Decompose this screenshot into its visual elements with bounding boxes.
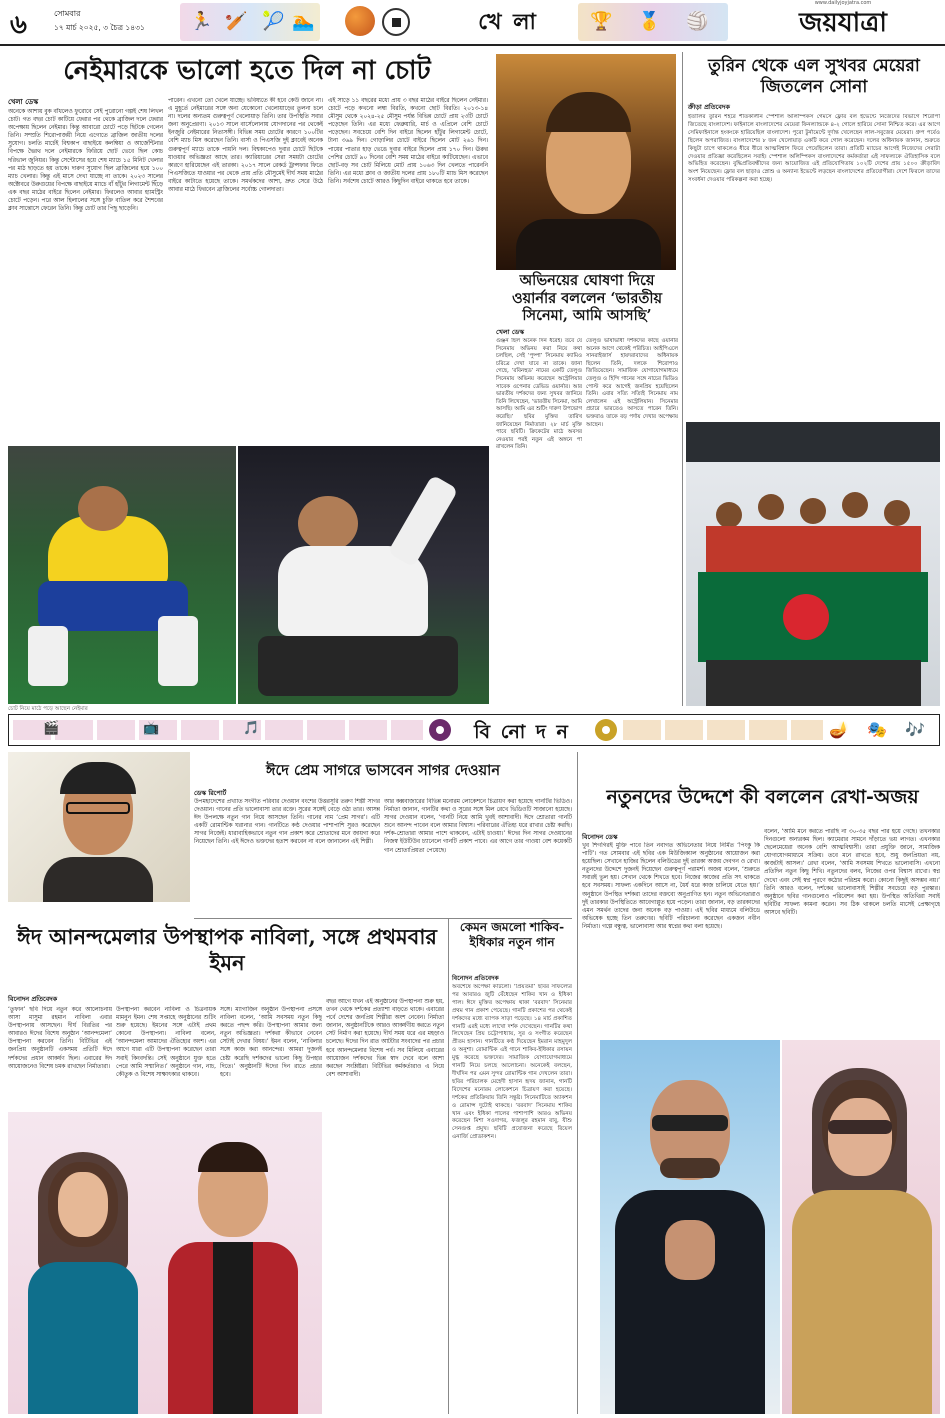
turin-byline: ক্রীড়া প্রতিবেদক [688, 103, 730, 111]
neymar-column-2: পারেন। এখনো তো খেলে যাচ্ছে। ভবিষ্যতে কী হবে কেউ জানে না। এ মুহূর্তে নেইমারের সঙ্গে অন্য যেকোনো খেলোয়াড়ের তুলনা চলে না। দলের অন্যতম গুরুত্বপূর্ণ খেলোয়াড় তিনি। তার উপস্থিতি সবার জন্য অনুপ্রেরণা। ২০১৩ সালে বার্সেলোনায় যোগদানের পর থেকেই ইনজুরি নেইমারের নিত্যসঙ্গী। বিভিন্ন সময় চোটের কারণে ১০০টির বেশি ম্যাচ মিস করেছেন তিনি। বার্সা ও পিএসজি দুই ক্লাবেই অনেক গুরুত্বপূর্ণ ম্যাচে তাকে পায়নি দল। বিশ্বকাপেও দুবার চোটে ছিটকে যাওয়ার অভিজ্ঞতা আছে তার। ক্যারিয়ারের সেরা সময়টা চোটের কারণে হারিয়েছেন এই তারকা। ২০১৭ সালে রেকর্ড ট্রান্সফার ফিতে পিএসজিতে যাওয়ার পর থেকে প্রায় প্রতি মৌসুমেই দীর্ঘ সময় মাঠের বাইরে কাটাতে হয়েছে তাকে। সমর্থকদের আশা, দ্রুত সেরে উঠে আবার মাঠে ফিরবেন ব্রাজিলের সর্বোচ্চ গোলদাতা। [168, 98, 323, 194]
sagar-column-2: আর কক্সবাজারের বিভিন্ন মনোরম লোকেশনে চিত্রায়ণ করা হয়েছে গানটির ভিডিও। নির্মাতা জানান, গানটির কথা ও সুরের সঙ্গে মিল রেখে ভিডিওটি সাজানো হয়েছে। সাগর দেওয়ান বলেন, ‘গানটি নিয়ে আমি খুবই আশাবাদী। ঈদে শ্রোতারা গানটি শুনে আনন্দ পাবেন বলে আমার বিশ্বাস। পরিবারের ঐতিহ্য ধরে রাখার চেষ্টা করছি। দর্শক-শ্রোতারা আমার পাশে থাকবেন, এটাই চাওয়া।’ ঈদের দিন সাগর দেওয়ানের নিজস্ব ইউটিউব চ্যানেলে গানটি প্রকাশ পাবে। এর আগে তার গাওয়া বেশ কয়েকটি গান শ্রোতাপ্রিয়তা পেয়েছে। [384, 799, 572, 854]
shakib-byline: বিনোদন প্রতিবেদক [452, 975, 499, 982]
basketball-icon [345, 6, 375, 36]
shakib-body: অবশেষে অপেক্ষা কাটলো। ‘প্রিয়তমা’ ছবির সাফল্যের পর আবারও জুটি বেঁধেছেন শাকিব খান ও ইধিকা পাল। ঈদে মুক্তির অপেক্ষায় থাকা ‘বরবাদ’ সিনেমার প্রথম গান প্রকাশ পেয়েছে। গানটি প্রকাশের পর থেকেই দর্শকদের মধ্যে ব্যাপক সাড়া পড়েছে। ১৪ মার্চ প্রকাশিত গানটি এরই মধ্যে লাখো দর্শক দেখেছেন। গানটির কথা লিখেছেন প্রিয় চট্টোপাধ্যায়, সুর ও সংগীত করেছেন প্রীতম হাসান। গানটিতে কণ্ঠ দিয়েছেন ইমরান মাহমুদুল ও অনুশা। রোমান্টিক এই গানে শাকিব-ইধিকার রসায়ন মুগ্ধ করেছে ভক্তদের। সামাজিক যোগাযোগমাধ্যমে গানটি নিয়ে চলছে আলোচনা। অনেকেই বলছেন, দীর্ঘদিন পর এমন সুন্দর রোমান্টিক গান দেখলেন তারা। ছবির পরিচালক মেহেদী হাসান হৃদয় জানান, গানটি বিদেশের মনোরম লোকেশনে চিত্রায়ণ করা হয়েছে। দর্শকের প্রতিক্রিয়ায় তিনি সন্তুষ্ট। সিনেমাটিতে অ্যাকশন ও রোমান্স দুটোই থাকছে। ‘বরবাদ’ সিনেমায় শাকিব খান এবং ইধিকা পালের পাশাপাশি আরও অভিনয় করেছেন মিশা সওদাগর, ফজলুর রহমান বাবু, যীশু সেনগুপ্ত প্রমুখ। ছবিটি প্রযোজনা করেছে রিয়েল এনার্জি প্রোডাকশন। [452, 984, 572, 1141]
theatre-masks-icon: 🎭 [867, 720, 887, 739]
binodon-label: বি নো দ ন [474, 721, 570, 743]
paper-logo [748, 2, 938, 42]
bangladesh-flag [698, 572, 928, 662]
turin-team-photo [686, 422, 940, 706]
rekha-column-1: খুব শিগগিরই মুক্তি পাবে তিন নবাগত অভিনেতার নিয়ে নির্মিত ‘পিংকু কি পাটি’। গত সোমবার এই ছবির এক মিউজিক্যাল অনুষ্ঠানের আয়োজন করা হয়েছিল। সেখানে হাজির ছিলেন বলিউডের দুই তারকা অজয় দেবগন ও রেখা। নতুনদের উদ্দেশে দুজনই দিয়েছেন গুরুত্বপূর্ণ পরামর্শ। অজয় বলেন, ‘শুরুতে সবারই ভুল হয়। সেখান থেকে শিখতে হবে। নিজের কাজের প্রতি সৎ থাকতে হবে সবসময়। সাফল্য একদিনে আসে না, ধৈর্য ধরে কাজ চালিয়ে যেতে হয়।’ অনুষ্ঠানে উপস্থিত দর্শকরা তাদের বক্তব্যে অনুপ্রাণিত হন। নতুন অভিনেতারাও দুই তারকার উপস্থিতিতে আবেগাপ্লুত হয়ে পড়েন। তারা জানান, বড় তারকাদের এমন সমর্থন তাদের জন্য অনেক বড় পাওয়া। এই ছবির মাধ্যমে বলিউডে অভিষেক হচ্ছে তিন তরুণের। ছবিটি পরিচালনা করেছেন একজন নবীন নির্মাতা। গল্পে বন্ধুত্ব, ভালোবাসা আর স্বপ্নের কথা বলা হয়েছে। [582, 843, 760, 930]
swim-icon: 🏊 [292, 11, 315, 32]
section-title: খে লা [478, 9, 538, 35]
ajay-photo [600, 1040, 780, 1414]
lower-left-divider [448, 918, 449, 1414]
neymar-column-1: অনেকে আশায় বুক বাঁধলেও ফুরোবে সেই পুরোনো গল্পই শেষ লিখল চোট। গত বছর চোট কাটিয়ে ফেরার পর থেকে ব্রাজিল দলে ফেরার অপেক্ষায় ছিলেন নেইমার। কিন্তু আবারো চোটে পড়ে ছিটকে গেলেন তিনি। সম্প্রতি শিরোপাজয়ী নিয়ে এগোতে ব্রাজিল জাতীয় দলের সুযোগ। চলতি মার্চেই বিশ্বকাপ বাছাইয়ে কলম্বিয়া ও আর্জেন্টিনার বিপক্ষে দ্বৈরথ দলে নেইমারকে ফিরিয়ে ছোট ভেবে ছিল কোচ দরিভাল জুনিয়র। কিন্তু সেন্টোসের হয়ে শেষ ম্যাচে ১৫ মিনিট খেলার পর মাঠ ছাড়তে হয় তাকে। দারুণ সুযোগ ছিল ব্রাজিলের হয়ে ১০০ ম্যাচ খেলার। কিন্তু এই মাসে দেখা যাচ্ছে না তাকে। ২০২৩ সালের অক্টোবরে উরুগুয়ের বিপক্ষে বাছাইয়ে ম্যাচে বাঁ হাঁটুর লিগামেন্ট ছিঁড়ে এক বছর মাঠের বাইরে ছিলেন নেইমার। ফিরলেও আবার হ্যামস্ট্রিং চোটে পড়েন। পরে আল হিলালের সঙ্গে চুক্তি বাতিল করে শৈশবের ক্লাব সান্তোসে ফেরেন তিনি। কিন্তু চোট তার পিছু ছাড়েনি। [8, 109, 163, 213]
trophy-icon: 🏆 [590, 11, 613, 32]
football-icon [382, 8, 410, 36]
warner-column-2: তেলুগু ভাষাভাষী দর্শকদের কাছে ওয়ার্নার অনেক আগে থেকেই পরিচিত। আইপিএলে সানরাইজার্স হায়দরাবাদের অধিনায়ক ছিলেন তিনি, দলকে শিরোপাও জিতিয়েছেন। সামাজিক যোগাযোগমাধ্যমে তেলুগু ও হিন্দি গানের সঙ্গে নাচের ভিডিও পোস্ট করে আগেই জনপ্রিয় হয়েছিলেন তিনি। এবার সত্যি সত্যিই সিনেমায় নাম লেখালেন এই অস্ট্রেলিয়ান। সিনেমার প্রচারে ভারতেও আসতে পারেন তিনি। ভক্তরাও তাকে বড় পর্দায় দেখার অপেক্ষায় আছেন। [586, 338, 678, 428]
music-icon: 🎶 [905, 720, 925, 739]
warner-byline: খেলা ডেস্ক [496, 328, 525, 336]
nabila-byline: বিনোদন প্রতিবেদক [8, 995, 58, 1003]
sagar-photo [8, 752, 190, 902]
sports-strip-right [578, 3, 728, 41]
turin-headline: তুরিন থেকে এল সুখবর মেয়েরা জিতলেন সোনা [708, 56, 920, 97]
neymar-photo-santos [238, 446, 489, 704]
masthead-date: ১৭ মার্চ ২০২৫, ৩ চৈত্র ১৪৩১ [54, 23, 145, 32]
cricket-icon: 🏏 [225, 11, 248, 32]
film-strip-right [623, 720, 823, 740]
binodon-banner [8, 714, 940, 746]
warner-column-1: গুঞ্জন ছিল অনেক দিন ধরেই। তবে যে সিনেমায় অভিনয় করা নিয়ে কথা চলছিল, সেই ‘পুষ্পা’ সিনেমায় ক্যামিও চরিত্রে দেখা যাবে না তাকে। জানা গেছে, ‘রবিনহুড’ নামের একটি তেলুগু সিনেমায় অভিনয় করেছেন অস্ট্রেলিয়ার সাবেক ওপেনার ডেভিড ওয়ার্নার। আর ভারতীয় দর্শকদের জন্য সুখবর জানিয়ে তিনি লিখেছেন, ‘ভারতীয় সিনেমা, আমি আসছি। আমি এর শুটিং দারুণ উপভোগ করেছি।’ ছবির মুক্তির তারিখ জানিয়েছেন নির্মাতারা। ২৮ মার্চ মুক্তি পাবে ছবিটি। ক্রিকেটের মাঠে অবসর নেওয়ার পরই নতুন এই অঙ্গনে পা রাখলেন তিনি। [496, 338, 582, 451]
nabila-headline: ঈদ আনন্দমেলার উপস্থাপক নাবিলা, সঙ্গে প্রথমবার ইমন [17, 924, 437, 975]
film-reel-icon [429, 719, 451, 741]
sports-icons-strip [180, 3, 320, 41]
sagar-headline: ঈদে প্রেম সাগরে ভাসবেন সাগর দেওয়ান [266, 762, 500, 779]
rekha-column-2: বলেন, ‘আমি মনে করতে পারছি না ৩০-৩৫ বছর পার হয়ে গেছে। তখনকার দিনগুলো অন্যরকম ছিল। ক্যামেরার সামনে দাঁড়াতে ভয় লাগত। এখনকার ছেলেমেয়েরা অনেক বেশি আত্মবিশ্বাসী। তারা প্রযুক্তি জানে, সামাজিক যোগাযোগমাধ্যমে সক্রিয়। তবে মনে রাখতে হবে, শুধু জনপ্রিয়তা নয়, কাজটাই আসল।’ রেখা বলেন, ‘আমি সবসময় শিখতে ভালোবাসি। এখনো প্রতিদিন নতুন কিছু শিখি। নতুনদের বলব, নিজের ওপর বিশ্বাস রাখো। স্বপ্ন দেখো এবং সেই স্বপ্ন পূরণে কঠোর পরিশ্রম করো। কোনো কিছুই অসম্ভব নয়।’ তিনি আরও বলেন, দর্শকের ভালোবাসাই শিল্পীর সবচেয়ে বড় পুরস্কার। অনুষ্ঠানে ছবির গানগুলোও পরিবেশন করা হয়। উপস্থিত অতিথিরা সবাই ছবিটির সাফল্য কামনা করেন। সব ঠিক থাকলে চলতি মাসেই প্রেক্ষাগৃহে আসবে ছবিটি। [764, 829, 940, 916]
nabila-column-3: সঙ্গে। ম্যাগাজিন অনুষ্ঠান উপস্থাপনা প্রসঙ্গে নাবিলা বলেন, ‘আমি সবসময় নতুন কিছু করতে পছন্দ করি। উপস্থাপনা আমার জন্য নতুন অভিজ্ঞতা। দর্শকরা কীভাবে নেবেন সেটাই দেখার বিষয়।’ ইমন বলেন, ‘নাবিলার সঙ্গে কাজ করা আনন্দের। আমরা দুজনই চেষ্টা করেছি দর্শকদের ভালো কিছু উপহার দিতে।’ অনুষ্ঠানটি ঈদের দিন রাতে প্রচার হবে। [220, 1007, 322, 1078]
shakib-headline: কেমন জমলো শাকিব-ইধিকার নতুন গান [459, 920, 565, 949]
turin-body: ইতালির তুরিন শহরে শীতকালীন স্পেশাল অলিম্পিকস গেমসে ফ্লোর বল ইভেন্টে নিজেদের বিভাগে শিরোপা জিতেছে বাংলাদেশ। ফাইনালে বাংলাদেশের মেয়েরা ফিনল্যান্ডকে ৪-২ গোলে হারিয়ে সোনা নিশ্চিত করে। এর আগে সেমিফাইনালে হংকংকে হারিয়েছিল বাংলাদেশ। পুরো টুর্নামেন্টে দুর্দান্ত খেলেছেন লাল-সবুজের মেয়েরা। গ্রুপ পর্বেও ছিলেন অপরাজিত। বাংলাদেশের ৮ জন খেলোয়াড় একটি করে গোল করেছেন। দলের অধিনায়ক জানান, শুরুতে কিছুটা চাপে থাকলেও ধীরে ধীরে আত্মবিশ্বাস ফিরে পেয়েছিলেন তারা। প্রতিটি ম্যাচের আগেই নিজেদের সেরাটা দেওয়ার প্রতিজ্ঞা করেছিলেন সবাই। স্পেশাল অলিম্পিকস বাংলাদেশের কর্মকর্তারা এই সাফল্যকে ঐতিহাসিক বলে অভিহিত করেছেন। বুদ্ধিপ্রতিবন্ধীদের জন্য আয়োজিত এই প্রতিযোগিতায় ১০২টি দেশের প্রায় ১৫০০ ক্রীড়াবিদ অংশ নিয়েছেন। ফ্লোর বল ছাড়াও স্নোশু ও অন্যান্য ইভেন্টে লড়ছেন বাংলাদেশের প্রতিযোগীরা। দেশে ফিরলে তাদের সংবর্ধনা দেওয়ার পরিকল্পনা করা হচ্ছে। [688, 114, 940, 184]
warner-headline: অভিনয়ের ঘোষণা দিয়ে ওয়ার্নার বললেন ‘ভারতীয় সিনেমা, আমি আসছি’ [511, 272, 663, 325]
tennis-icon: 🎾 [262, 11, 285, 32]
masthead-day: সোমবার [54, 9, 81, 18]
neymar-photo-brazil [8, 446, 236, 704]
nabila-emon-photo [8, 1112, 322, 1414]
film-strip-left: 🎬 📺 🎵 [13, 720, 423, 740]
neymar-caption: চোট নিয়ে মাঠে পড়ে আছেন নেইমার [8, 706, 88, 712]
nabila-column-4: বছর আগে যখন এই অনুষ্ঠানের উপস্থাপনা শুরু হয়, তখন থেকে দর্শকের প্রত্যাশা বাড়তে থাকে। এবারের পর্বে দেশের জনপ্রিয় শিল্পীরা অংশ নেবেন। নির্মাতা জানান, অনুষ্ঠানটিকে আরও আকর্ষণীয় করতে নতুন সেট নির্মাণ করা হয়েছে। দীর্ঘ সময় ধরে এর মহড়াও চলেছে। ঈদের দিন রাত আটটার সংবাদের পর প্রচার হবে আনন্দমেলার বিশেষ পর্ব। সব মিলিয়ে এবারের আয়োজন দর্শকদের ভিন্ন স্বাদ দেবে বলে আশা করছেন সংশ্লিষ্টরা। বিটিভির কর্মকর্তারাও এ নিয়ে বেশ আশাবাদী। [326, 999, 444, 1078]
nabila-column-1: ‘তুফান’ ছবি দিয়ে নতুন করে আলোচনায় আসা মাসুমা রহমান নাবিলা এবার উপস্থাপনায় আসছেন। দীর্ঘ বিরতির পর আবারও ঈদের বিশেষ অনুষ্ঠান ‘আনন্দমেলা’ উপস্থাপনা করবেন তিনি। বিটিভির এই জনপ্রিয় অনুষ্ঠানটি একসময় প্রতিটি ঈদে দর্শকদের প্রধান আকর্ষণ ছিল। এবারের ঈদ আয়োজনেও বিশেষ চমক রাখছেন নির্মাতারা। [8, 1007, 112, 1070]
column-divider [682, 52, 683, 706]
neymar-headline: নেইমারকে ভালো হতে দিল না চোট [63, 56, 431, 86]
sagar-divider [194, 918, 572, 919]
camera-reel-icon [595, 719, 617, 741]
right-block-divider [577, 752, 578, 1414]
masthead [0, 0, 945, 44]
volleyball-icon: 🏐 [686, 11, 709, 32]
medal-icon: 🥇 [638, 11, 661, 32]
page-number: ৬ [10, 10, 27, 40]
runner-icon: 🏃 [190, 11, 213, 32]
nabila-column-2: উপস্থাপনা করবেন নাবিলা ও চিত্রনায়ক মামনুন ইমন। শেষ সপ্তাহে অনুষ্ঠানের শুটিং শুরু হয়েছে। ইমনের সঙ্গে এটাই প্রথম কোনো উপস্থাপনা। নাবিলা বলেন, ‘আনন্দমেলা আমাদের ঐতিহ্যের অংশ। এর আগে যারা এটি উপস্থাপনা করেছেন তারা সবাই কিংবদন্তি। সেই অনুষ্ঠানে যুক্ত হতে পেরে আমি সম্মানিত।’ অনুষ্ঠানে গান, নাচ, কৌতুক ও বিশেষ সাক্ষাৎকার থাকবে। [116, 1007, 216, 1078]
lamp-icon: 🪔 [829, 720, 849, 739]
masthead-rule [0, 44, 945, 46]
rekha-photo [782, 1040, 940, 1414]
sagar-byline: ডেস্ক রিপোর্ট [194, 789, 227, 797]
rekha-byline: বিনোদন ডেস্ক [582, 833, 618, 841]
neymar-byline: খেলা ডেস্ক [8, 98, 39, 106]
warner-photo [496, 54, 676, 270]
paper-name: জয়যাত্রা [799, 8, 887, 38]
sagar-column-1: উপমহাদেশের প্রখ্যাত সংগীত পরিবার দেওয়ান বংশের উত্তরসূরি তরুণ শিল্পী সাগর দেওয়ান। গানের প্রতি ভালোবাসা তার রক্তে। সুরের সঙ্গেই বেড়ে ওঠা তার। আসন্ন ঈদ উপলক্ষে নতুন গান নিয়ে আসছেন তিনি। গানের নাম ‘প্রেম সাগর’। এটি একটি রোমান্টিক ঘরানার গান। গানটিতে কণ্ঠ দেওয়ার পাশাপাশি সুরও করেছেন সাগর নিজেই। ধারাবাহিকভাবে নতুন গান প্রকাশ করে শ্রোতাদের মনে জায়গা করে নিয়েছেন তিনি। এই ঈদেও ভক্তদের হতাশ করবেন না বলে জানালেন এই শিল্পী। [194, 799, 380, 846]
paper-url: www.dailyjoyjatra.com [814, 0, 872, 6]
rekha-headline: নতুনদের উদ্দেশে কী বললেন রেখা-অজয় [606, 786, 919, 808]
neymar-column-3: এই সাড়ে ১১ বছরের মধ্যে প্রায় ৩ বছর মাঠের বাইরে ছিলেন নেইমার। চোটে পড়ে কখনো লম্বা বিরতি, কখনো ছোট বিরতি। ২০১৩-১৪ মৌসুম থেকে ২০২৪-২৫ মৌসুম পর্যন্ত বিভিন্ন চোটে প্রায় ২৩টি চোটে পড়েছেন তিনি। এর মধ্যে ফেব্রুয়ারি, মার্চ ও এপ্রিলে বেশি চোটে পড়েছেন। সবচেয়ে বেশি দিন বাইরে ছিলেন হাঁটুর লিগামেন্ট চোটে, টানা ৩৬৯ দিন। গোড়ালির চোটে বাইরে ছিলেন মোট ২৬১ দিন। পায়ের পাতার হাড় ভেঙে দুবার বাইরে ছিলেন প্রায় ১৭০ দিন। ঊরুর পেশির চোটে ৯০ দিনের বেশি সময় মাঠের বাইরে কাটিয়েছেন। এভাবে ছোট-বড় সব চোট মিলিয়ে মোট প্রায় ১০৬৩ দিন খেলতে পারেননি তিনি। এর মধ্যে ক্লাব ও জাতীয় দলের প্রায় ১৮০টি ম্যাচ মিস করেছেন তিনি। সর্বশেষ চোটে আরও কিছুদিন বাইরে থাকতে হবে তাকে। [328, 98, 488, 185]
